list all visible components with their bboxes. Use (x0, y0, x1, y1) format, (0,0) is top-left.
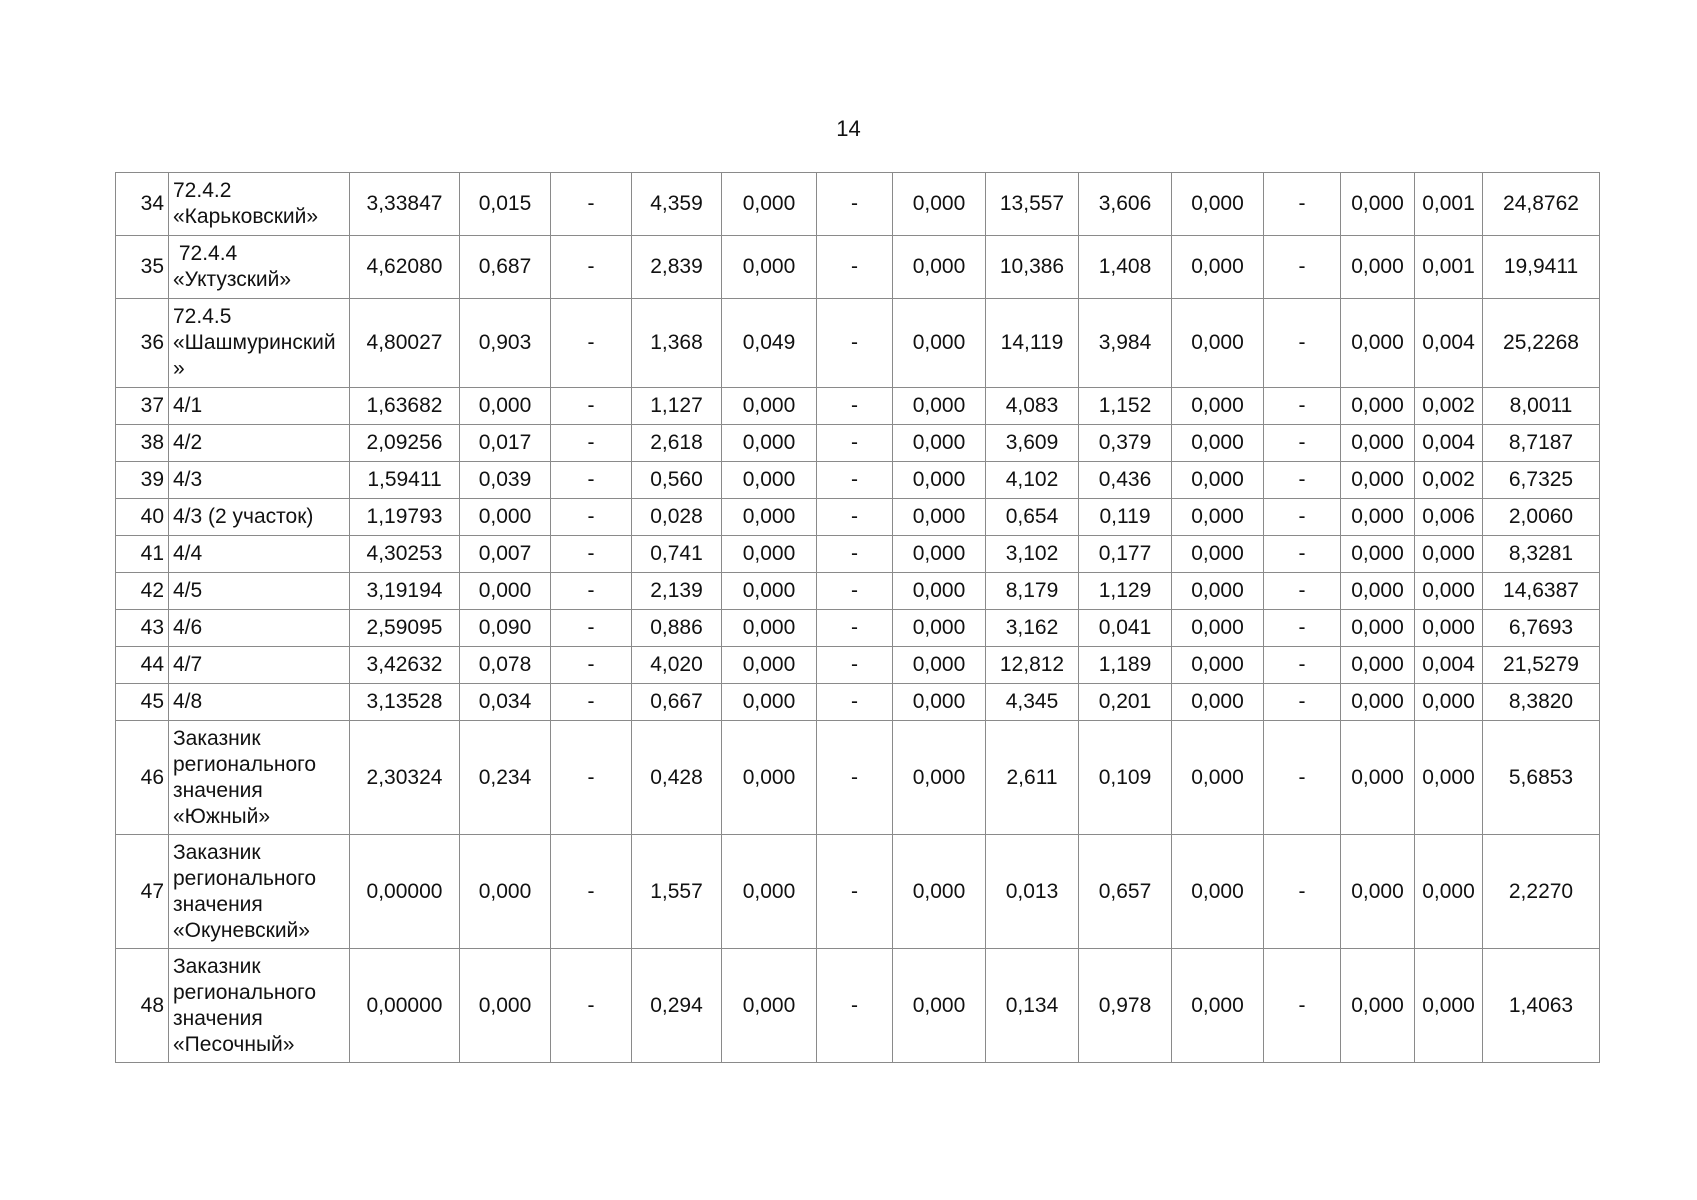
value-cell: - (817, 536, 893, 573)
value-cell: - (1264, 610, 1341, 647)
row-number-cell: 34 (116, 173, 169, 236)
value-cell: 0,000 (1341, 388, 1415, 425)
table-row (116, 721, 1600, 835)
value-cell: 0,00000 (350, 949, 460, 1063)
value-cell: 0,000 (893, 173, 986, 236)
value-cell: 2,30324 (350, 721, 460, 835)
total-cell: 6,7693 (1483, 610, 1600, 647)
site-name-line: 72.4.2 (173, 179, 232, 202)
data-table (115, 172, 1600, 1063)
value-cell: 0,000 (1341, 573, 1415, 610)
value-cell: 0,234 (460, 721, 551, 835)
value-cell: 0,560 (632, 462, 722, 499)
value-cell: 0,000 (893, 949, 986, 1063)
site-name-cell (169, 236, 350, 299)
table-row (116, 173, 1600, 236)
row-number-cell: 38 (116, 425, 169, 462)
value-cell: - (817, 949, 893, 1063)
value-cell: 3,33847 (350, 173, 460, 236)
total-cell: 5,6853 (1483, 721, 1600, 835)
value-cell: 0,000 (722, 499, 817, 536)
value-cell: 0,177 (1079, 536, 1172, 573)
total-cell: 2,0060 (1483, 499, 1600, 536)
total-cell: 19,9411 (1483, 236, 1600, 299)
value-cell: 0,000 (893, 299, 986, 388)
site-name-line: 4/7 (173, 653, 203, 676)
value-cell: 0,000 (1415, 536, 1483, 573)
value-cell: 0,001 (1415, 236, 1483, 299)
value-cell: 0,090 (460, 610, 551, 647)
site-name-cell (169, 610, 350, 647)
site-name-line: 4/3 (2 участок) (173, 505, 314, 528)
value-cell: 3,984 (1079, 299, 1172, 388)
site-name-line: «Карьковский» (173, 205, 319, 228)
table-row (116, 684, 1600, 721)
value-cell: - (551, 462, 632, 499)
value-cell: 0,000 (893, 536, 986, 573)
site-name-cell (169, 462, 350, 499)
value-cell: 1,59411 (350, 462, 460, 499)
site-name-cell (169, 573, 350, 610)
value-cell: 3,13528 (350, 684, 460, 721)
value-cell: 3,102 (986, 536, 1079, 573)
value-cell: 0,000 (893, 499, 986, 536)
value-cell: - (1264, 721, 1341, 835)
value-cell: - (1264, 949, 1341, 1063)
value-cell: 0,000 (1172, 388, 1264, 425)
value-cell: - (1264, 388, 1341, 425)
value-cell: 0,000 (1415, 684, 1483, 721)
value-cell: 0,000 (893, 721, 986, 835)
total-cell: 8,3820 (1483, 684, 1600, 721)
table-row (116, 236, 1600, 299)
site-name-line: 72.4.5 (173, 305, 232, 328)
value-cell: 4,083 (986, 388, 1079, 425)
site-name-line: регионального (173, 980, 317, 1004)
site-name-line: «Песочный» (173, 1032, 295, 1056)
value-cell: 0,000 (1415, 573, 1483, 610)
value-cell: 0,000 (1341, 721, 1415, 835)
value-cell: 0,000 (1172, 236, 1264, 299)
value-cell: - (551, 499, 632, 536)
site-name-line: «Южный» (173, 804, 271, 828)
value-cell: 0,000 (1172, 173, 1264, 236)
value-cell: 0,000 (893, 573, 986, 610)
site-name-line: «Окуневский» (173, 918, 310, 942)
value-cell: - (1264, 684, 1341, 721)
value-cell: 0,000 (1341, 610, 1415, 647)
value-cell: 0,978 (1079, 949, 1172, 1063)
value-cell: - (551, 949, 632, 1063)
value-cell: - (817, 499, 893, 536)
value-cell: 0,000 (1172, 684, 1264, 721)
value-cell: 0,000 (1172, 573, 1264, 610)
site-name-line: регионального (173, 866, 317, 890)
value-cell: 0,000 (722, 573, 817, 610)
value-cell: 0,000 (722, 949, 817, 1063)
site-name-line: Заказник (173, 840, 261, 864)
value-cell: 0,000 (722, 835, 817, 949)
value-cell: 0,007 (460, 536, 551, 573)
value-cell: 0,000 (893, 647, 986, 684)
value-cell: 2,139 (632, 573, 722, 610)
value-cell: 0,000 (722, 388, 817, 425)
total-cell: 6,7325 (1483, 462, 1600, 499)
value-cell: 0,000 (1341, 835, 1415, 949)
site-name-cell (169, 721, 350, 835)
value-cell: 0,000 (1172, 425, 1264, 462)
site-name-line: 4/1 (173, 394, 203, 417)
site-name-line: «Уктузский» (173, 268, 292, 291)
value-cell: - (817, 425, 893, 462)
value-cell: 0,000 (1341, 173, 1415, 236)
value-cell: 0,428 (632, 721, 722, 835)
site-name-line: » (173, 357, 185, 380)
value-cell: 0,000 (722, 647, 817, 684)
value-cell: 0,013 (986, 835, 1079, 949)
value-cell: 0,004 (1415, 425, 1483, 462)
site-name-line: значения (173, 892, 263, 916)
value-cell: - (1264, 236, 1341, 299)
row-number-cell: 40 (116, 499, 169, 536)
total-cell: 8,7187 (1483, 425, 1600, 462)
value-cell: 3,606 (1079, 173, 1172, 236)
value-cell: 4,80027 (350, 299, 460, 388)
value-cell: 0,000 (1341, 684, 1415, 721)
site-name-cell (169, 299, 350, 388)
table-row (116, 299, 1600, 388)
value-cell: - (551, 299, 632, 388)
value-cell: 0,000 (1172, 610, 1264, 647)
value-cell: 2,611 (986, 721, 1079, 835)
value-cell: 1,189 (1079, 647, 1172, 684)
value-cell: - (551, 573, 632, 610)
value-cell: - (1264, 573, 1341, 610)
site-name-cell (169, 425, 350, 462)
value-cell: 0,000 (893, 610, 986, 647)
value-cell: 1,557 (632, 835, 722, 949)
value-cell: 0,000 (893, 425, 986, 462)
total-cell: 24,8762 (1483, 173, 1600, 236)
value-cell: 1,152 (1079, 388, 1172, 425)
row-number-cell: 36 (116, 299, 169, 388)
row-number-cell: 47 (116, 835, 169, 949)
value-cell: 0,000 (460, 499, 551, 536)
value-cell: 0,000 (1172, 299, 1264, 388)
site-name-line: 4/4 (173, 542, 203, 565)
value-cell: 3,609 (986, 425, 1079, 462)
table-row (116, 647, 1600, 684)
value-cell: 1,368 (632, 299, 722, 388)
site-name-cell (169, 499, 350, 536)
table-row (116, 388, 1600, 425)
value-cell: - (817, 573, 893, 610)
value-cell: - (551, 388, 632, 425)
value-cell: 0,001 (1415, 173, 1483, 236)
value-cell: 0,004 (1415, 299, 1483, 388)
value-cell: 14,119 (986, 299, 1079, 388)
row-number-cell: 42 (116, 573, 169, 610)
value-cell: 0,017 (460, 425, 551, 462)
value-cell: 0,000 (722, 236, 817, 299)
value-cell: 0,006 (1415, 499, 1483, 536)
row-number-cell: 45 (116, 684, 169, 721)
value-cell: 10,386 (986, 236, 1079, 299)
value-cell: 0,000 (1172, 949, 1264, 1063)
value-cell: 4,102 (986, 462, 1079, 499)
row-number-cell: 41 (116, 536, 169, 573)
total-cell: 21,5279 (1483, 647, 1600, 684)
value-cell: 0,000 (722, 462, 817, 499)
value-cell: 0,000 (1341, 647, 1415, 684)
value-cell: - (1264, 536, 1341, 573)
site-name-line: значения (173, 1006, 263, 1030)
value-cell: 0,667 (632, 684, 722, 721)
value-cell: 0,000 (1415, 721, 1483, 835)
value-cell: - (817, 173, 893, 236)
value-cell: 0,004 (1415, 647, 1483, 684)
value-cell: 1,63682 (350, 388, 460, 425)
row-number-cell: 48 (116, 949, 169, 1063)
value-cell: 13,557 (986, 173, 1079, 236)
value-cell: 0,00000 (350, 835, 460, 949)
value-cell: 0,000 (722, 425, 817, 462)
value-cell: 2,618 (632, 425, 722, 462)
row-number-cell: 44 (116, 647, 169, 684)
site-name-line: «Шашмуринский (173, 331, 336, 354)
table-row (116, 610, 1600, 647)
site-name-line: значения (173, 778, 263, 802)
value-cell: 0,201 (1079, 684, 1172, 721)
value-cell: 0,119 (1079, 499, 1172, 536)
value-cell: 0,015 (460, 173, 551, 236)
value-cell: 0,000 (722, 173, 817, 236)
value-cell: 0,000 (1415, 610, 1483, 647)
table-row (116, 573, 1600, 610)
value-cell: - (817, 835, 893, 949)
table-row (116, 835, 1600, 949)
table-row (116, 536, 1600, 573)
site-name-line: 72.4.4 (173, 242, 238, 265)
site-name-line: Заказник (173, 954, 261, 978)
site-name-line: 4/8 (173, 690, 203, 713)
page-number: 14 (836, 116, 861, 141)
value-cell: - (817, 388, 893, 425)
value-cell: 0,000 (460, 573, 551, 610)
site-name-cell (169, 949, 350, 1063)
value-cell: - (1264, 462, 1341, 499)
value-cell: - (551, 835, 632, 949)
value-cell: 0,134 (986, 949, 1079, 1063)
value-cell: - (1264, 835, 1341, 949)
value-cell: - (1264, 299, 1341, 388)
value-cell: 0,000 (1172, 536, 1264, 573)
value-cell: - (551, 721, 632, 835)
value-cell: - (817, 462, 893, 499)
value-cell: - (551, 610, 632, 647)
value-cell: 0,000 (722, 610, 817, 647)
value-cell: 0,000 (722, 536, 817, 573)
value-cell: - (817, 236, 893, 299)
value-cell: - (817, 684, 893, 721)
value-cell: 4,30253 (350, 536, 460, 573)
value-cell: - (551, 536, 632, 573)
value-cell: 0,886 (632, 610, 722, 647)
value-cell: 0,903 (460, 299, 551, 388)
value-cell: 0,000 (893, 388, 986, 425)
value-cell: 0,000 (1415, 949, 1483, 1063)
value-cell: 0,000 (1415, 835, 1483, 949)
value-cell: 0,028 (632, 499, 722, 536)
value-cell: 0,078 (460, 647, 551, 684)
value-cell: - (817, 610, 893, 647)
value-cell: 0,000 (460, 949, 551, 1063)
value-cell: - (1264, 499, 1341, 536)
site-name-cell (169, 173, 350, 236)
value-cell: - (1264, 425, 1341, 462)
value-cell: 0,000 (893, 236, 986, 299)
value-cell: 0,379 (1079, 425, 1172, 462)
total-cell: 8,3281 (1483, 536, 1600, 573)
value-cell: 2,839 (632, 236, 722, 299)
site-name-cell (169, 684, 350, 721)
value-cell: 0,654 (986, 499, 1079, 536)
value-cell: 0,000 (1341, 236, 1415, 299)
value-cell: 0,000 (1341, 425, 1415, 462)
value-cell: 3,42632 (350, 647, 460, 684)
site-name-line: 4/6 (173, 616, 203, 639)
site-name-cell (169, 388, 350, 425)
total-cell: 8,0011 (1483, 388, 1600, 425)
value-cell: 0,000 (722, 721, 817, 835)
value-cell: 12,812 (986, 647, 1079, 684)
table-row (116, 425, 1600, 462)
value-cell: 0,657 (1079, 835, 1172, 949)
total-cell: 25,2268 (1483, 299, 1600, 388)
site-name-cell (169, 647, 350, 684)
value-cell: - (1264, 173, 1341, 236)
value-cell: 0,034 (460, 684, 551, 721)
value-cell: 0,687 (460, 236, 551, 299)
site-name-line: 4/5 (173, 579, 203, 602)
value-cell: 0,000 (1172, 721, 1264, 835)
value-cell: 0,436 (1079, 462, 1172, 499)
value-cell: 0,002 (1415, 462, 1483, 499)
value-cell: 0,000 (1341, 499, 1415, 536)
value-cell: 0,002 (1415, 388, 1483, 425)
value-cell: - (551, 684, 632, 721)
value-cell: 4,345 (986, 684, 1079, 721)
site-name-line: 4/2 (173, 431, 203, 454)
value-cell: 0,000 (1172, 835, 1264, 949)
site-name-cell (169, 536, 350, 573)
value-cell: 1,408 (1079, 236, 1172, 299)
value-cell: 0,039 (460, 462, 551, 499)
value-cell: 0,049 (722, 299, 817, 388)
site-name-line: 4/3 (173, 468, 203, 491)
site-name-line: регионального (173, 752, 317, 776)
value-cell: 1,127 (632, 388, 722, 425)
table-body (116, 173, 1600, 1063)
value-cell: - (1264, 647, 1341, 684)
row-number-cell: 37 (116, 388, 169, 425)
row-number-cell: 43 (116, 610, 169, 647)
row-number-cell: 35 (116, 236, 169, 299)
value-cell: 0,000 (1341, 536, 1415, 573)
value-cell: 1,19793 (350, 499, 460, 536)
site-name-line: Заказник (173, 726, 261, 750)
value-cell: 0,109 (1079, 721, 1172, 835)
row-number-cell: 39 (116, 462, 169, 499)
value-cell: - (551, 647, 632, 684)
value-cell: 0,000 (1341, 462, 1415, 499)
value-cell: 4,62080 (350, 236, 460, 299)
value-cell: - (551, 173, 632, 236)
value-cell: 3,162 (986, 610, 1079, 647)
value-cell: 4,020 (632, 647, 722, 684)
value-cell: 0,041 (1079, 610, 1172, 647)
value-cell: 0,741 (632, 536, 722, 573)
value-cell: 0,000 (460, 388, 551, 425)
value-cell: 2,09256 (350, 425, 460, 462)
value-cell: - (551, 236, 632, 299)
value-cell: 0,000 (1172, 647, 1264, 684)
value-cell: 0,000 (1341, 949, 1415, 1063)
value-cell: 0,000 (893, 462, 986, 499)
total-cell: 1,4063 (1483, 949, 1600, 1063)
value-cell: 0,000 (893, 835, 986, 949)
table-row (116, 462, 1600, 499)
value-cell: - (817, 721, 893, 835)
value-cell: 0,000 (893, 684, 986, 721)
value-cell: 2,59095 (350, 610, 460, 647)
value-cell: 0,000 (1172, 462, 1264, 499)
value-cell: 0,000 (460, 835, 551, 949)
value-cell: - (817, 647, 893, 684)
value-cell: 0,000 (1172, 499, 1264, 536)
value-cell: 3,19194 (350, 573, 460, 610)
table-row (116, 499, 1600, 536)
total-cell: 14,6387 (1483, 573, 1600, 610)
row-number-cell: 46 (116, 721, 169, 835)
value-cell: - (817, 299, 893, 388)
value-cell: 0,000 (722, 684, 817, 721)
value-cell: 0,000 (1341, 299, 1415, 388)
table-row (116, 949, 1600, 1063)
value-cell: 4,359 (632, 173, 722, 236)
value-cell: 1,129 (1079, 573, 1172, 610)
value-cell: - (551, 425, 632, 462)
value-cell: 0,294 (632, 949, 722, 1063)
site-name-cell (169, 835, 350, 949)
value-cell: 8,179 (986, 573, 1079, 610)
total-cell: 2,2270 (1483, 835, 1600, 949)
